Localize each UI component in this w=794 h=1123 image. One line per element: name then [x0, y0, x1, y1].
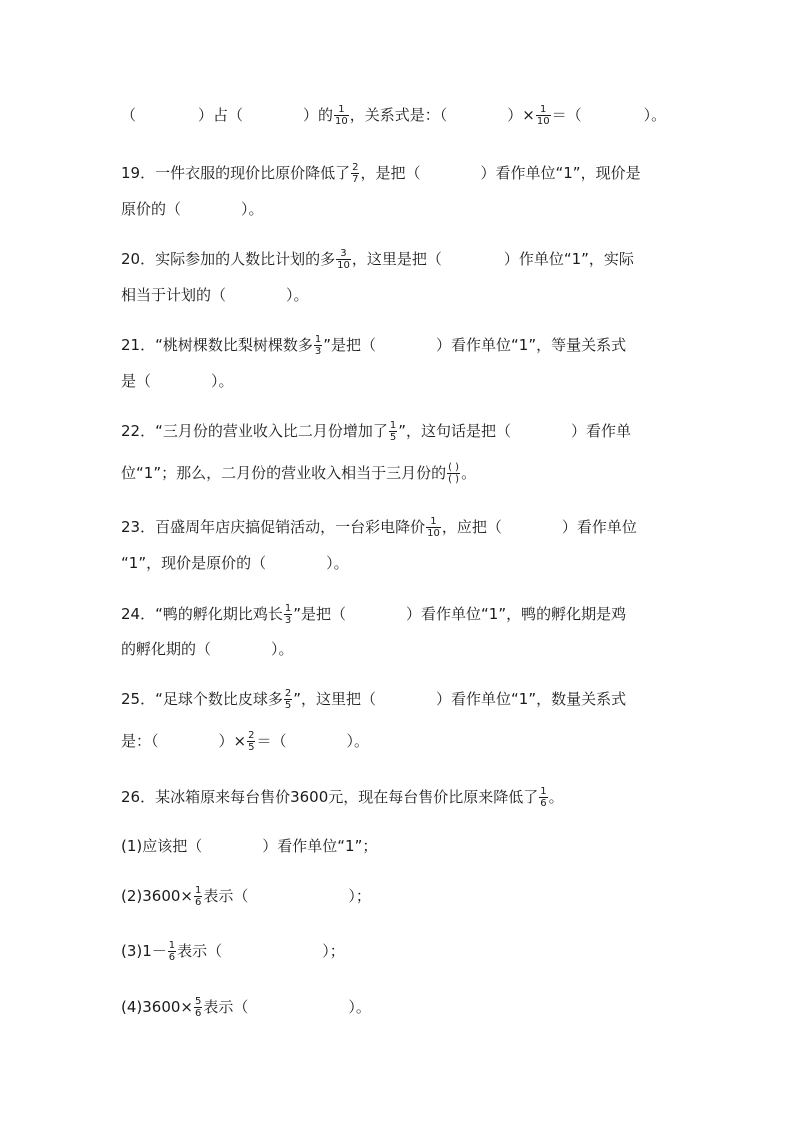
- question-line: [121, 885, 681, 908]
- fraction-denominator: 10: [337, 260, 350, 271]
- fraction-denominator: 7: [352, 174, 359, 185]
- fraction-numerator: 2: [352, 162, 359, 173]
- fraction-numerator: 3: [340, 248, 347, 259]
- fraction-denominator: 6: [195, 1008, 202, 1019]
- line-text: 相当于计划的（: [121, 286, 227, 304]
- line-text: ）看作单位“1”，等量关系式: [436, 336, 627, 354]
- line-text: ）看作单: [571, 422, 632, 440]
- line-text: (3)1－: [121, 942, 167, 960]
- fraction: [447, 462, 460, 485]
- line-text: 是：（: [121, 732, 159, 750]
- line-text: ）占（: [198, 106, 244, 124]
- fraction-denominator: 5: [284, 700, 292, 711]
- line-text: ，这里是把（: [351, 250, 442, 268]
- line-text: 24．“鸭的孵化期比鸡长: [121, 605, 283, 623]
- line-text: ＝（: [256, 732, 287, 750]
- question-line: [121, 162, 681, 185]
- line-text: ）×: [218, 732, 247, 750]
- line-text: ）作单位“1”，实际: [503, 250, 634, 268]
- line-text: ）看作单位: [561, 518, 637, 536]
- fraction-numerator: 1: [430, 516, 437, 527]
- fraction: [168, 940, 176, 963]
- fraction-denominator: 3: [284, 615, 292, 626]
- line-text: ＝（: [551, 106, 582, 124]
- line-text: ”是把（: [323, 336, 377, 354]
- line-text: ）。: [348, 998, 371, 1016]
- line-text: ）；: [348, 887, 371, 905]
- question-line: [121, 730, 681, 753]
- fraction: [194, 996, 202, 1019]
- fraction-denominator: 10: [536, 116, 550, 127]
- fraction-denominator: 3: [314, 346, 322, 357]
- fraction-numerator: 5: [195, 996, 202, 1007]
- question-line: [121, 835, 681, 857]
- fraction-denominator: 10: [427, 528, 440, 539]
- line-text: 原价的（: [121, 200, 182, 218]
- line-text: 19．一件衣服的现价比原价降低了: [121, 164, 351, 182]
- fraction-numerator: 1: [540, 104, 547, 115]
- line-text: ）。: [326, 554, 349, 572]
- fraction: [284, 688, 292, 711]
- line-text: 。: [461, 464, 477, 482]
- fraction: [247, 730, 255, 753]
- question-line: [121, 334, 681, 357]
- line-text: (2)3600×: [121, 887, 193, 905]
- line-text: “1”，现价是原价的（: [121, 554, 267, 572]
- line-text: 20．实际参加的人数比计划的多: [121, 250, 336, 268]
- fraction: [426, 516, 441, 539]
- question-line: [121, 420, 681, 443]
- line-text: 表示（: [203, 887, 249, 905]
- line-text: 位“1”；那么，二月份的营业收入相当于三月份的: [121, 464, 447, 482]
- question-line: [121, 104, 681, 127]
- line-text: 25．“足球个数比皮球多: [121, 690, 283, 708]
- line-text: ）。: [241, 200, 264, 218]
- line-text: 21．“桃树棵数比梨树棵数多: [121, 336, 313, 354]
- line-text: (1)应该把（: [121, 837, 203, 855]
- fraction: [351, 162, 359, 185]
- line-text: 表示（: [203, 998, 249, 1016]
- line-text: ）的: [303, 106, 334, 124]
- line-text: ）看作单位“1”，鸭的孵化期是鸡: [406, 605, 627, 623]
- fraction-numerator: 1: [284, 603, 292, 614]
- fraction: [539, 786, 547, 809]
- fraction: [536, 104, 551, 127]
- question-line: [121, 552, 681, 574]
- fraction-numerator: 1: [338, 104, 345, 115]
- line-text: ”，这里把（: [293, 690, 377, 708]
- fraction: [336, 248, 351, 271]
- line-text: ）×: [507, 106, 535, 124]
- line-text: ）看作单位“1”，现价是: [480, 164, 641, 182]
- line-text: 22．“三月份的营业收入比二月份增加了: [121, 422, 388, 440]
- line-text: ）。: [271, 640, 294, 658]
- fraction: [334, 104, 349, 127]
- line-text: ）。: [211, 372, 234, 390]
- fraction-denominator: 5: [389, 432, 397, 443]
- fraction-numerator: 2: [284, 688, 292, 699]
- line-text: ）。: [643, 106, 667, 124]
- fraction-denominator: ( ): [448, 474, 460, 485]
- question-line: [121, 198, 681, 220]
- line-text: 23．百盛周年店庆搞促销活动，一台彩电降价: [121, 518, 426, 536]
- line-text: ）。: [286, 286, 309, 304]
- line-text: ）；: [322, 942, 345, 960]
- line-text: ，应把（: [441, 518, 502, 536]
- line-text: (4)3600×: [121, 998, 193, 1016]
- question-line: [121, 688, 681, 711]
- line-text: （: [121, 106, 137, 124]
- line-text: 表示（: [177, 942, 223, 960]
- fraction-numerator: 1: [168, 940, 176, 951]
- fraction: [314, 334, 322, 357]
- question-line: [121, 516, 681, 539]
- line-text: 是（: [121, 372, 152, 390]
- fraction-denominator: 10: [335, 116, 348, 127]
- line-text: ”，这句话是把（: [398, 422, 512, 440]
- fraction-denominator: 6: [195, 897, 202, 908]
- line-text: ，关系式是：（: [349, 106, 448, 124]
- fraction-numerator: 1: [314, 334, 322, 345]
- fraction: [194, 885, 202, 908]
- question-line: [121, 248, 681, 271]
- fraction: [284, 603, 292, 626]
- question-line: [121, 370, 681, 392]
- question-line: [121, 996, 681, 1019]
- fraction-numerator: ( ): [448, 462, 460, 473]
- fraction-numerator: 1: [540, 786, 547, 797]
- question-line: [121, 462, 681, 485]
- line-text: 。: [548, 788, 564, 806]
- line-text: ”是把（: [293, 605, 347, 623]
- fraction-numerator: 1: [389, 420, 397, 431]
- line-text: ）看作单位“1”，数量关系式: [436, 690, 627, 708]
- question-line: [121, 603, 681, 626]
- fraction-denominator: 5: [248, 742, 255, 753]
- line-text: 26．某冰箱原来每台售价3600元，现在每台售价比原来降低了: [121, 788, 539, 806]
- line-text: ）。: [346, 732, 369, 750]
- question-line: [121, 284, 681, 306]
- line-text: 的孵化期的（: [121, 640, 212, 658]
- question-line: [121, 786, 681, 809]
- line-text: ，是把（: [360, 164, 421, 182]
- question-line: [121, 638, 681, 660]
- line-text: ）看作单位“1”；: [262, 837, 378, 855]
- fraction-numerator: 1: [195, 885, 202, 896]
- fraction-denominator: 6: [540, 798, 547, 809]
- fraction: [389, 420, 397, 443]
- fraction-denominator: 6: [168, 952, 176, 963]
- fraction-numerator: 2: [248, 730, 255, 741]
- question-line: [121, 940, 681, 963]
